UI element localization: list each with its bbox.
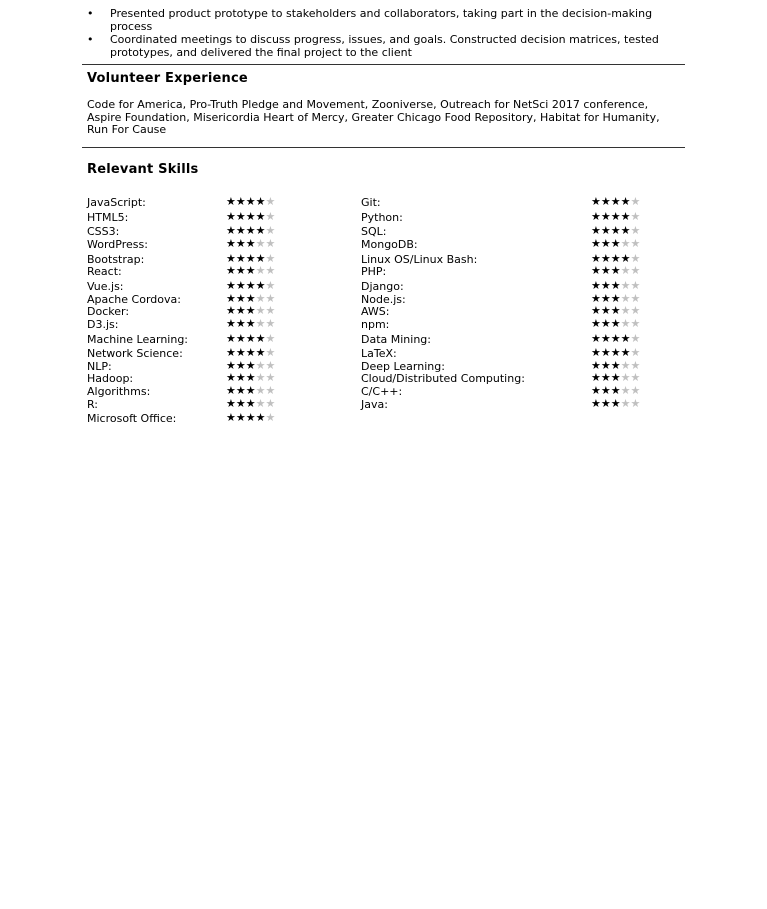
star-filled-icon: ★ <box>226 411 236 424</box>
skill-name: Microsoft Office: <box>87 412 177 425</box>
skill-name: WordPress: <box>87 238 148 251</box>
star-empty-icon: ★ <box>255 264 266 277</box>
star-empty-icon: ★ <box>630 317 641 330</box>
star-empty-icon: ★ <box>265 264 276 277</box>
skill-rating-stars <box>591 332 640 345</box>
star-empty-icon: ★ <box>255 304 266 317</box>
skill-name: MongoDB: <box>361 238 418 251</box>
star-empty-icon: ★ <box>620 264 631 277</box>
star-filled-icon: ★ <box>620 224 631 237</box>
star-filled-icon: ★ <box>600 346 611 359</box>
section-divider <box>82 64 685 65</box>
skill-rating-stars <box>591 384 640 397</box>
star-empty-icon: ★ <box>265 292 276 305</box>
skill-rating-stars <box>591 304 640 317</box>
star-filled-icon: ★ <box>600 397 611 410</box>
star-empty-icon: ★ <box>620 317 631 330</box>
star-filled-icon: ★ <box>235 224 246 237</box>
skill-name: Algorithms: <box>87 385 151 398</box>
skill-rating-stars <box>591 397 640 410</box>
star-filled-icon: ★ <box>226 252 236 265</box>
star-empty-icon: ★ <box>265 411 276 424</box>
skill-name: AWS: <box>361 305 390 318</box>
star-filled-icon: ★ <box>610 195 621 208</box>
bullet-dot: • <box>87 7 94 20</box>
star-filled-icon: ★ <box>235 279 246 292</box>
star-filled-icon: ★ <box>600 292 611 305</box>
bullet-dot: • <box>87 33 94 46</box>
skill-rating-stars <box>226 224 275 237</box>
star-filled-icon: ★ <box>591 317 601 330</box>
skill-rating-stars <box>226 384 275 397</box>
star-filled-icon: ★ <box>226 195 236 208</box>
star-filled-icon: ★ <box>610 252 621 265</box>
skill-name: Machine Learning: <box>87 333 189 346</box>
star-filled-icon: ★ <box>600 304 611 317</box>
star-filled-icon: ★ <box>235 210 246 223</box>
star-filled-icon: ★ <box>226 371 236 384</box>
star-empty-icon: ★ <box>265 397 276 410</box>
star-filled-icon: ★ <box>591 304 601 317</box>
skill-name: R: <box>87 398 99 411</box>
star-empty-icon: ★ <box>265 252 276 265</box>
star-empty-icon: ★ <box>265 304 276 317</box>
star-filled-icon: ★ <box>600 384 611 397</box>
star-empty-icon: ★ <box>630 264 641 277</box>
star-filled-icon: ★ <box>226 304 236 317</box>
skill-name: Java: <box>361 398 388 411</box>
star-filled-icon: ★ <box>620 195 631 208</box>
star-filled-icon: ★ <box>600 224 611 237</box>
star-filled-icon: ★ <box>591 346 601 359</box>
star-filled-icon: ★ <box>620 252 631 265</box>
star-filled-icon: ★ <box>226 264 236 277</box>
star-filled-icon: ★ <box>610 332 621 345</box>
star-filled-icon: ★ <box>610 397 621 410</box>
skill-rating-stars <box>591 237 640 250</box>
star-filled-icon: ★ <box>226 332 236 345</box>
skills-section-title: Relevant Skills <box>87 162 199 177</box>
star-filled-icon: ★ <box>235 264 246 277</box>
star-empty-icon: ★ <box>265 210 276 223</box>
volunteer-text: Code for America, Pro-Truth Pledge and Movement, Zooniverse, Outreach for NetSci 2017 conference, Aspire Foundation, Misericordia Heart of Mercy, Greater Chicago Food Repository, Habitat for Humanity, Run For Cause <box>87 98 660 136</box>
star-empty-icon: ★ <box>265 195 276 208</box>
star-filled-icon: ★ <box>235 359 246 372</box>
star-filled-icon: ★ <box>255 411 266 424</box>
skill-rating-stars <box>591 195 640 208</box>
experience-bullet-list <box>86 8 666 60</box>
star-filled-icon: ★ <box>255 210 266 223</box>
star-filled-icon: ★ <box>255 279 266 292</box>
experience-bullet <box>86 8 666 33</box>
star-filled-icon: ★ <box>245 252 256 265</box>
skill-name: Cloud/Distributed Computing: <box>361 372 525 385</box>
star-filled-icon: ★ <box>600 332 611 345</box>
skill-rating-stars <box>226 279 275 292</box>
star-filled-icon: ★ <box>235 397 246 410</box>
star-filled-icon: ★ <box>591 332 601 345</box>
star-empty-icon: ★ <box>630 332 641 345</box>
star-empty-icon: ★ <box>255 317 266 330</box>
skill-name: SQL: <box>361 225 387 238</box>
skill-rating-stars <box>226 397 275 410</box>
star-empty-icon: ★ <box>630 384 641 397</box>
skill-name: Linux OS/Linux Bash: <box>361 253 478 266</box>
star-filled-icon: ★ <box>245 397 256 410</box>
skill-rating-stars <box>226 210 275 223</box>
skill-rating-stars <box>591 317 640 330</box>
skill-name: Apache Cordova: <box>87 293 181 306</box>
star-filled-icon: ★ <box>610 359 621 372</box>
star-filled-icon: ★ <box>245 237 256 250</box>
skill-name: Vue.js: <box>87 280 124 293</box>
star-filled-icon: ★ <box>255 346 266 359</box>
experience-bullet <box>86 34 666 59</box>
skill-name: React: <box>87 265 122 278</box>
star-filled-icon: ★ <box>226 279 236 292</box>
star-filled-icon: ★ <box>600 264 611 277</box>
skill-rating-stars <box>226 264 275 277</box>
star-filled-icon: ★ <box>245 346 256 359</box>
star-filled-icon: ★ <box>226 237 236 250</box>
star-empty-icon: ★ <box>630 195 641 208</box>
skill-name: NLP: <box>87 360 112 373</box>
star-empty-icon: ★ <box>630 210 641 223</box>
star-empty-icon: ★ <box>265 359 276 372</box>
skill-name: Data Mining: <box>361 333 431 346</box>
skill-rating-stars <box>226 346 275 359</box>
star-filled-icon: ★ <box>235 237 246 250</box>
star-filled-icon: ★ <box>600 252 611 265</box>
star-filled-icon: ★ <box>591 252 601 265</box>
star-empty-icon: ★ <box>255 371 266 384</box>
star-filled-icon: ★ <box>610 264 621 277</box>
skill-rating-stars <box>591 279 640 292</box>
star-empty-icon: ★ <box>620 304 631 317</box>
star-filled-icon: ★ <box>226 359 236 372</box>
star-empty-icon: ★ <box>255 292 266 305</box>
star-empty-icon: ★ <box>265 371 276 384</box>
skill-rating-stars <box>226 304 275 317</box>
star-empty-icon: ★ <box>265 384 276 397</box>
experience-bullet-text: Presented product prototype to stakeholders and collaborators, taking part in the decision-making process <box>110 7 653 33</box>
star-filled-icon: ★ <box>245 304 256 317</box>
star-filled-icon: ★ <box>235 346 246 359</box>
star-filled-icon: ★ <box>245 317 256 330</box>
star-filled-icon: ★ <box>255 224 266 237</box>
star-filled-icon: ★ <box>620 332 631 345</box>
skill-name: Docker: <box>87 305 130 318</box>
star-filled-icon: ★ <box>245 210 256 223</box>
star-filled-icon: ★ <box>591 237 601 250</box>
star-empty-icon: ★ <box>630 397 641 410</box>
star-filled-icon: ★ <box>591 371 601 384</box>
star-filled-icon: ★ <box>610 292 621 305</box>
star-filled-icon: ★ <box>620 346 631 359</box>
skill-rating-stars <box>591 210 640 223</box>
skill-name: Network Science: <box>87 347 183 360</box>
star-empty-icon: ★ <box>265 346 276 359</box>
star-filled-icon: ★ <box>245 264 256 277</box>
star-filled-icon: ★ <box>235 292 246 305</box>
star-filled-icon: ★ <box>226 397 236 410</box>
star-empty-icon: ★ <box>630 371 641 384</box>
star-empty-icon: ★ <box>265 237 276 250</box>
star-filled-icon: ★ <box>591 384 601 397</box>
star-empty-icon: ★ <box>255 359 266 372</box>
star-empty-icon: ★ <box>620 371 631 384</box>
star-empty-icon: ★ <box>620 359 631 372</box>
star-filled-icon: ★ <box>245 411 256 424</box>
star-empty-icon: ★ <box>620 292 631 305</box>
skill-name: Git: <box>361 196 381 209</box>
star-empty-icon: ★ <box>630 279 641 292</box>
skill-rating-stars <box>591 264 640 277</box>
star-filled-icon: ★ <box>245 195 256 208</box>
skill-name: Python: <box>361 211 403 224</box>
star-filled-icon: ★ <box>600 279 611 292</box>
skill-name: Bootstrap: <box>87 253 145 266</box>
star-filled-icon: ★ <box>591 359 601 372</box>
star-empty-icon: ★ <box>620 384 631 397</box>
skill-name: PHP: <box>361 265 387 278</box>
star-filled-icon: ★ <box>610 317 621 330</box>
star-empty-icon: ★ <box>630 292 641 305</box>
star-empty-icon: ★ <box>620 279 631 292</box>
star-filled-icon: ★ <box>235 317 246 330</box>
star-empty-icon: ★ <box>630 304 641 317</box>
star-filled-icon: ★ <box>255 195 266 208</box>
star-filled-icon: ★ <box>591 224 601 237</box>
star-filled-icon: ★ <box>245 332 256 345</box>
star-filled-icon: ★ <box>226 292 236 305</box>
star-filled-icon: ★ <box>600 317 611 330</box>
star-filled-icon: ★ <box>591 292 601 305</box>
star-empty-icon: ★ <box>630 237 641 250</box>
star-empty-icon: ★ <box>255 397 266 410</box>
star-filled-icon: ★ <box>245 292 256 305</box>
star-filled-icon: ★ <box>591 210 601 223</box>
skill-rating-stars <box>226 317 275 330</box>
skill-name: Django: <box>361 280 404 293</box>
star-filled-icon: ★ <box>600 237 611 250</box>
skill-rating-stars <box>591 346 640 359</box>
star-filled-icon: ★ <box>245 371 256 384</box>
skill-name: C/C++: <box>361 385 403 398</box>
star-empty-icon: ★ <box>620 237 631 250</box>
star-filled-icon: ★ <box>610 346 621 359</box>
star-empty-icon: ★ <box>255 384 266 397</box>
star-filled-icon: ★ <box>620 210 631 223</box>
star-empty-icon: ★ <box>630 252 641 265</box>
star-filled-icon: ★ <box>255 252 266 265</box>
star-filled-icon: ★ <box>600 359 611 372</box>
skill-rating-stars <box>226 411 275 424</box>
star-filled-icon: ★ <box>610 371 621 384</box>
star-filled-icon: ★ <box>610 210 621 223</box>
star-filled-icon: ★ <box>235 252 246 265</box>
skill-name: npm: <box>361 318 390 331</box>
star-filled-icon: ★ <box>610 237 621 250</box>
skill-rating-stars <box>226 195 275 208</box>
skill-name: CSS3: <box>87 225 120 238</box>
star-filled-icon: ★ <box>235 332 246 345</box>
star-filled-icon: ★ <box>235 371 246 384</box>
star-filled-icon: ★ <box>226 224 236 237</box>
star-empty-icon: ★ <box>630 359 641 372</box>
skill-rating-stars <box>591 371 640 384</box>
star-filled-icon: ★ <box>591 397 601 410</box>
star-empty-icon: ★ <box>265 279 276 292</box>
section-divider <box>82 147 685 148</box>
star-empty-icon: ★ <box>620 397 631 410</box>
star-empty-icon: ★ <box>265 224 276 237</box>
star-filled-icon: ★ <box>610 279 621 292</box>
star-filled-icon: ★ <box>245 359 256 372</box>
star-filled-icon: ★ <box>591 264 601 277</box>
star-filled-icon: ★ <box>235 411 246 424</box>
star-filled-icon: ★ <box>245 224 256 237</box>
star-filled-icon: ★ <box>235 384 246 397</box>
star-filled-icon: ★ <box>226 210 236 223</box>
skill-name: Deep Learning: <box>361 360 445 373</box>
star-filled-icon: ★ <box>610 384 621 397</box>
star-empty-icon: ★ <box>630 346 641 359</box>
skill-name: HTML5: <box>87 211 129 224</box>
star-filled-icon: ★ <box>226 384 236 397</box>
star-filled-icon: ★ <box>245 384 256 397</box>
star-filled-icon: ★ <box>226 317 236 330</box>
star-filled-icon: ★ <box>226 346 236 359</box>
star-empty-icon: ★ <box>265 317 276 330</box>
skill-rating-stars <box>591 224 640 237</box>
skill-rating-stars <box>226 237 275 250</box>
star-filled-icon: ★ <box>235 195 246 208</box>
star-filled-icon: ★ <box>235 304 246 317</box>
star-filled-icon: ★ <box>610 304 621 317</box>
star-filled-icon: ★ <box>255 332 266 345</box>
experience-bullet-text: Coordinated meetings to discuss progress, issues, and goals. Constructed decision matrices, tested prototypes, and delivered the final project to the client <box>110 33 659 59</box>
star-filled-icon: ★ <box>610 224 621 237</box>
skill-name: Node.js: <box>361 293 406 306</box>
skill-name: D3.js: <box>87 318 119 331</box>
star-empty-icon: ★ <box>265 332 276 345</box>
skill-rating-stars <box>226 332 275 345</box>
star-filled-icon: ★ <box>600 195 611 208</box>
star-filled-icon: ★ <box>591 279 601 292</box>
volunteer-section-title: Volunteer Experience <box>87 71 248 86</box>
star-empty-icon: ★ <box>630 224 641 237</box>
star-empty-icon: ★ <box>255 237 266 250</box>
skill-rating-stars <box>226 371 275 384</box>
star-filled-icon: ★ <box>591 195 601 208</box>
skill-name: JavaScript: <box>87 196 146 209</box>
star-filled-icon: ★ <box>600 371 611 384</box>
skill-name: LaTeX: <box>361 347 397 360</box>
skill-name: Hadoop: <box>87 372 134 385</box>
star-filled-icon: ★ <box>600 210 611 223</box>
star-filled-icon: ★ <box>245 279 256 292</box>
